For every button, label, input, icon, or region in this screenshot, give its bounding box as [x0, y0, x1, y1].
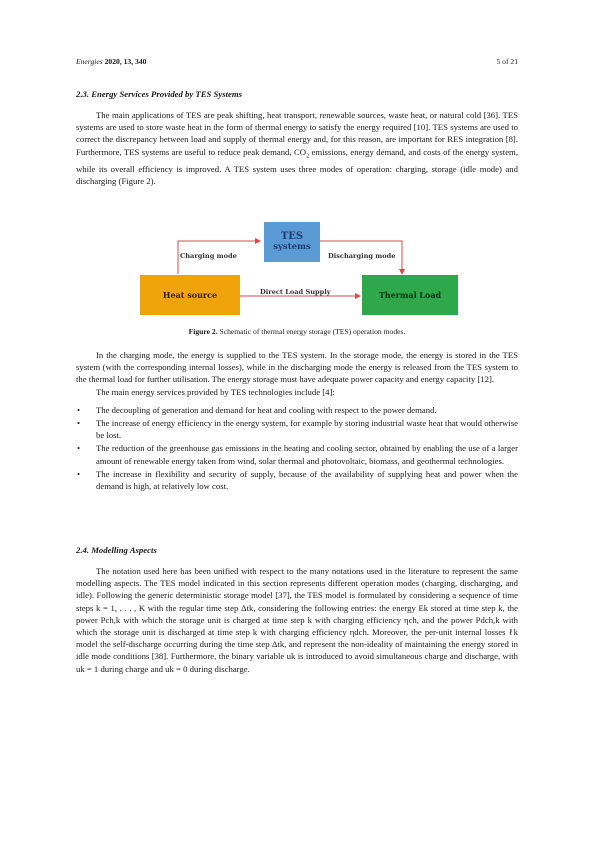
paragraph: In the charging mode, the energy is supplied to the TES system. In the storage mode, the energy is stored in the TES system (with the corresponding internal losses), while in the discharging mode the energy is released from the TES system to the thermal load for further utilisation. The energy storage must have adequate power capacity and energy capacity [12]. [76, 350, 518, 385]
discharging-mode-label: Discharging mode [328, 252, 396, 260]
bullet-list [76, 404, 518, 492]
paragraph: The notation used here has been unified with respect to the many notations used in the literature to represent the same modelling aspects. The TES model indicated in this section represents different operation modes (charging, discharging, and idle). Following the generic deterministic storage model [37], the TES model is formulated by considering a sequence of time steps k = 1, . . . , K with the regular time step Δtk, considering the following entries: the energy Ek stored at time step k, the power Pch,k with which the storage unit is charged at time step k with charging efficiency ηch, and the power Pdch,k with which the storage unit is discharged at time step k with charging efficiency ηdch. Moreover, the per-unit internal losses ℓk model the self-discharge occurring during the time step Δtk, and represent the non-ideality of maintaining the energy stored in idle mode conditions [38]. Furthermore, the binary variable uk is introduced to avoid simultaneous charge and discharge, with uk = 1 during charge and uk = 0 during discharge. [76, 566, 518, 674]
list-item-text: The reduction of the greenhouse gas emissions in the heating and cooling sector, obtained by enabling the use of a larger amount of renewable energy taken from wind, solar thermal and photovoltaic, biomass, and geothermal technologies. [96, 443, 518, 466]
list-item-text: The increase of energy efficiency in the energy system, for example by storing industrial waste heat that would otherwise be lost. [96, 418, 518, 441]
section-title: 2.3. Energy Services Provided by TES Systems [76, 89, 243, 99]
direct-load-supply-label: Direct Load Supply [260, 288, 331, 296]
figure-2-diagram [140, 222, 460, 318]
list-item: • The reduction of the greenhouse gas emissions in the heating and cooling sector, obtained by enabling the use of a larger amount of renewable energy taken from wind, solar thermal and photovoltaic, biomass, and geothermal technologies. [77, 443, 518, 466]
thermal-load-label: Thermal Load [378, 290, 442, 300]
caption-text: Schematic of thermal energy storage (TES) operation modes. [219, 327, 406, 336]
figure-caption [76, 327, 518, 336]
body-after-figure [76, 349, 518, 493]
running-header-journal [76, 57, 146, 66]
heat-source-box [140, 275, 240, 315]
section-2-4 [76, 545, 518, 675]
list-item: • The increase of energy efficiency in the energy system, for example by storing industrial waste heat that would otherwise be lost. [77, 418, 518, 441]
journal-volume: 2020, 13, 340 [104, 57, 147, 66]
tes-sublabel: systems [273, 242, 311, 252]
list-item-text: The increase in flexibility and security of supply, because of the availability of supplying heat and power when the demand is high, at relatively low cost. [96, 468, 518, 492]
list-item: • The increase in flexibility and security of supply, because of the availability of supplying heat and power when the demand is high, at relatively low cost. [77, 468, 518, 492]
thermal-load-box [362, 275, 458, 315]
section-title: 2.4. Modelling Aspects [76, 545, 157, 555]
tes-systems-box [264, 222, 320, 262]
list-item: • The decoupling of generation and demand for heat and cooling with respect to the power demand. [77, 404, 437, 415]
caption-label: Figure 2. [188, 327, 218, 336]
paragraph: The main energy services provided by TES technologies include [4]: [96, 386, 335, 397]
charging-mode-label: Charging mode [180, 252, 237, 260]
list-item-text: The decoupling of generation and demand for heat and cooling with respect to the power demand. [96, 404, 437, 415]
section-2-3 [76, 89, 518, 187]
page-number: 5 of 21 [496, 57, 518, 66]
heat-source-label: Heat source [162, 290, 218, 300]
journal-name: Energies [76, 57, 103, 66]
paragraph: The main applications of TES are peak shifting, heat transport, renewable sources, waste heat, or natural cold [36]. TES systems are used to store waste heat in the form of thermal energy to satisfy the energy required [10]. TES systems are used to correct the discrepancy between load and supply of thermal energy and, for this reason, are important for RES integration [8]. Furthermore, TES systems are useful to reduce peak demand, $CO_2$ emissions, energy demand, and costs of the energy system, while its overall efficiency is improved. A TES system uses three modes of operation: charging, storage (idle mode) and discharging (Figure 2). [76, 110, 518, 186]
tes-label: TES [280, 231, 304, 242]
